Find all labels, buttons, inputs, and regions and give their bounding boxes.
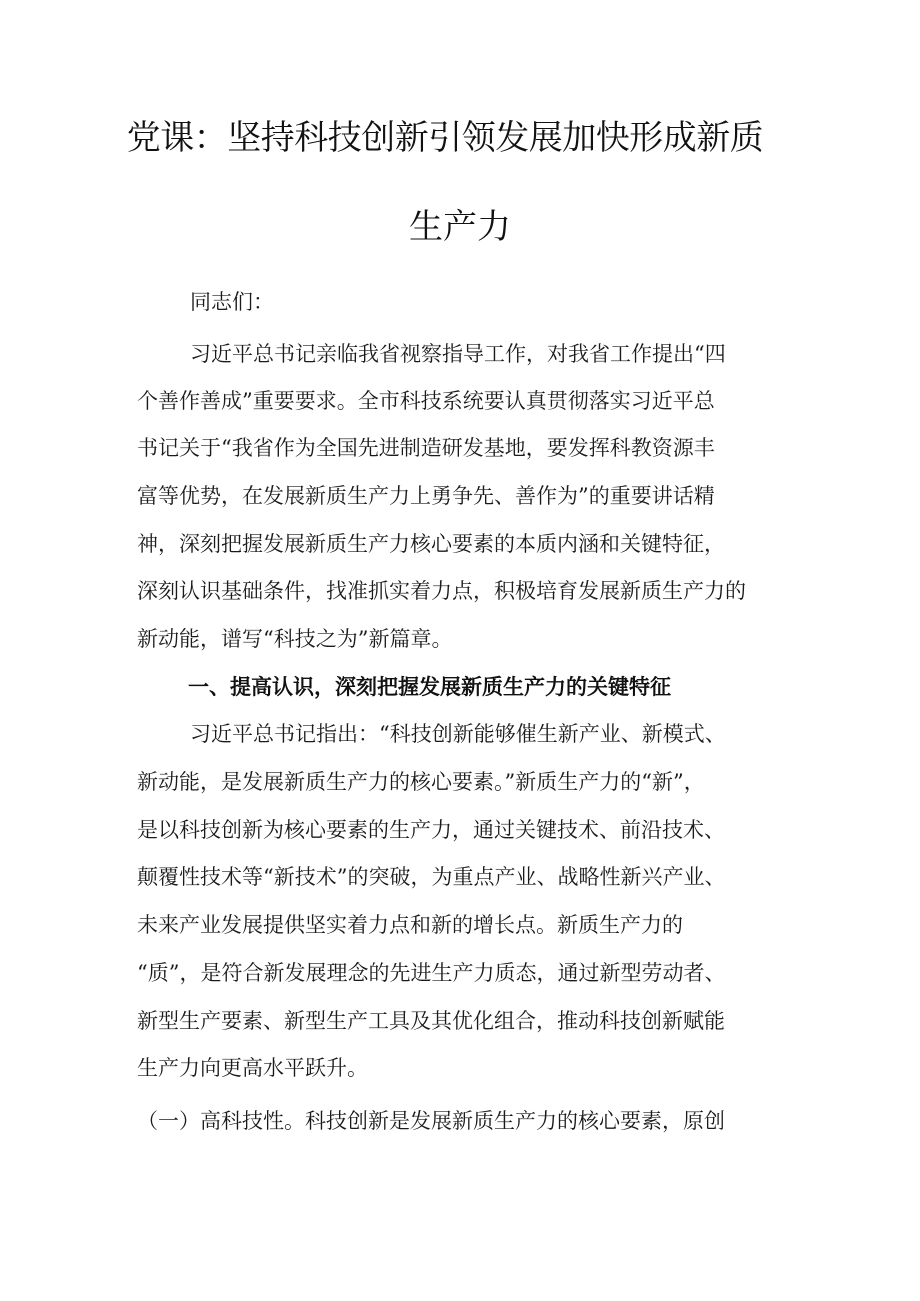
para2-line: “质”，是符合新发展理念的先进生产力质态，通过新型劳动者、	[137, 961, 726, 985]
para1-line: 新动能，谱写“科技之为”新篇章。	[137, 627, 453, 651]
para2-line: 是以科技创新为核心要素的生产力，通过关键技术、前沿技术、	[137, 818, 725, 842]
para2-line: 新动能，是发展新质生产力的核心要素。”新质生产力的“新”，	[137, 770, 705, 794]
para2-line: 新型生产要素、新型生产工具及其优化组合，推动科技创新赋能	[137, 1009, 725, 1033]
para1-line: 个善作善成”重要要求。全市科技系统要认真贯彻落实习近平总	[137, 389, 715, 413]
para1-line: 书记关于“我省作为全国先进制造研发基地，要发挥科教资源丰	[137, 436, 715, 460]
para3-line: （一）高科技性。科技创新是发展新质生产力的核心要素，原创	[137, 1109, 725, 1133]
para2-line: 颠覆性技术等“新技术”的突破，为重点产业、战略性新兴产业、	[137, 865, 726, 889]
document-title-line-2: 生产力	[409, 207, 511, 247]
para1-line: 神，深刻把握发展新质生产力核心要素的本质内涵和关键特征，	[137, 532, 725, 556]
para1-line: 习近平总书记亲临我省视察指导工作，对我省工作提出“四	[190, 342, 726, 366]
para1-line: 富等优势，在发展新质生产力上勇争先、善作为”的重要讲话精	[137, 484, 715, 508]
para2-line: 生产力向更高水平跃升。	[137, 1056, 368, 1080]
section-heading-1: 一、提高认识，深刻把握发展新质生产力的关键特征	[188, 675, 671, 699]
para1-line: 深刻认识基础条件，找准抓实着力点，积极培育发展新质生产力的	[137, 579, 746, 603]
document-title-line-1: 党课：坚持科技创新引领发展加快形成新质	[126, 118, 764, 158]
para2-line: 习近平总书记指出：“科技创新能够催生新产业、新模式、	[190, 722, 726, 746]
greeting: 同志们：	[190, 290, 274, 314]
para2-line: 未来产业发展提供坚实着力点和新的增长点。新质生产力的	[137, 913, 683, 937]
